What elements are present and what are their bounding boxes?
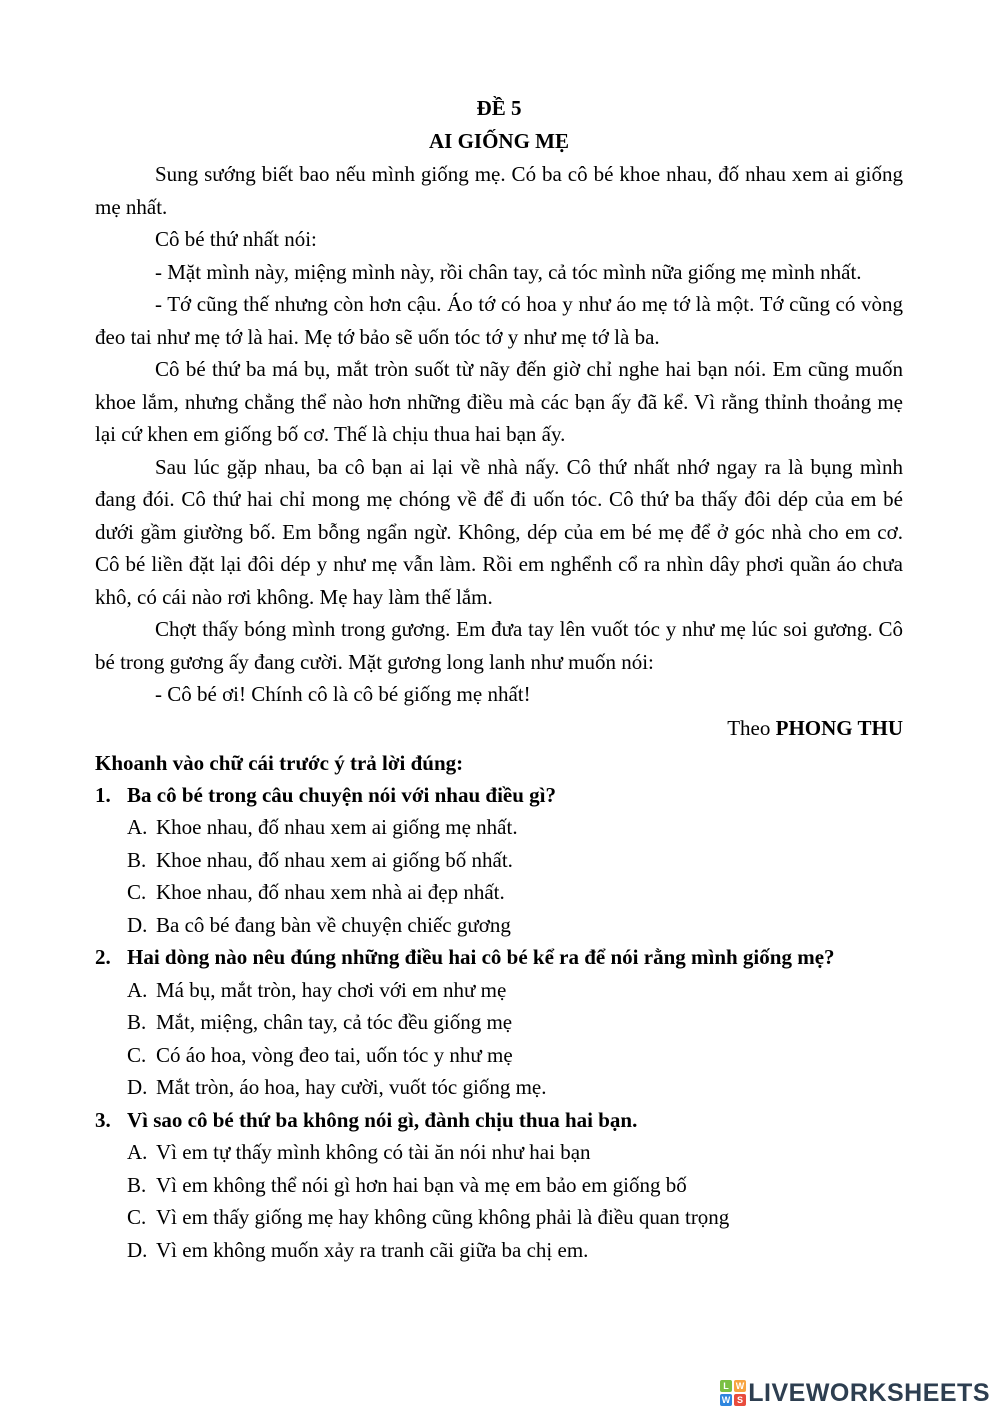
option-letter[interactable]: D. — [127, 1075, 148, 1099]
answer-option[interactable] — [95, 876, 903, 909]
answer-option[interactable] — [95, 1071, 903, 1104]
option-text: Mắt tròn, áo hoa, hay cười, vuốt tóc giống mẹ. — [156, 1075, 547, 1099]
question-text: Vì sao cô bé thứ ba không nói gì, đành chịu thua hai bạn. — [127, 1107, 638, 1132]
option-letter[interactable]: A. — [127, 815, 148, 839]
story-paragraph: - Mặt mình này, miệng mình này, rồi chân tay, cả tóc mình nữa giống mẹ mình nhất. — [155, 259, 862, 284]
liveworksheets-logo-icon — [720, 1380, 746, 1406]
logo-tile: W — [735, 1381, 745, 1391]
answer-option[interactable] — [95, 1234, 903, 1267]
logo-tile: S — [734, 1394, 746, 1406]
option-text: Vì em tự thấy mình không có tài ăn nói như hai bạn — [156, 1140, 591, 1164]
instruction: Khoanh vào chữ cái trước ý trả lời đúng: — [95, 750, 464, 775]
story-paragraph: Chợt thấy bóng mình trong gương. Em đưa tay lên vuốt tóc y như mẹ lúc soi gương. Cô bé trong gương ấy đang cười. Mặt gương long lanh như muốn nói: — [95, 617, 903, 674]
exam-number: ĐỀ 5 — [476, 96, 522, 120]
answer-option[interactable] — [95, 974, 903, 1007]
answer-option[interactable] — [95, 1136, 903, 1169]
question-number: 2. — [95, 945, 111, 969]
option-letter[interactable]: B. — [127, 1010, 147, 1034]
logo-tile: L — [720, 1380, 732, 1392]
story-paragraph: Cô bé thứ ba má bụ, mắt tròn suốt từ nãy đến giờ chỉ nghe hai bạn nói. Em cũng muốn khoe lắm, nhưng chẳng thể nào hơn những điều mà các bạn ấy đã kể. Vì rằng thỉnh thoảng mẹ lại cứ khen em giống bố cơ. Thế là chịu thua hai bạn ấy. — [95, 357, 903, 446]
answer-option[interactable] — [95, 909, 903, 942]
question-text: Ba cô bé trong câu chuyện nói với nhau điều gì? — [127, 782, 556, 807]
option-text: Má bụ, mắt tròn, hay chơi với em như mẹ — [156, 977, 507, 1002]
source-prefix: Theo — [727, 715, 776, 740]
question-text: Hai dòng nào nêu đúng những điều hai cô bé kể ra để nói rằng mình giống mẹ? — [127, 945, 835, 969]
question-number: 3. — [95, 1107, 111, 1132]
option-text: Khoe nhau, đố nhau xem ai giống mẹ nhất. — [156, 815, 518, 839]
logo-tile: W — [721, 1395, 731, 1405]
option-text: Vì em không muốn xảy ra tranh cãi giữa ba chị em. — [156, 1237, 589, 1262]
option-letter[interactable]: D. — [127, 1237, 148, 1262]
answer-option[interactable] — [95, 1201, 903, 1234]
answer-option[interactable] — [95, 811, 903, 844]
option-letter[interactable]: C. — [127, 1205, 147, 1229]
brand-name: LIVEWORKSHEETS — [748, 1378, 990, 1407]
option-text: Vì em không thể nói gì hơn hai bạn và mẹ em bảo em giống bố — [156, 1172, 687, 1197]
option-text: Vì em thấy giống mẹ hay không cũng không phải là điều quan trọng — [156, 1205, 730, 1229]
story-paragraph: Sau lúc gặp nhau, ba cô bạn ai lại về nhà nấy. Cô thứ nhất nhớ ngay ra là bụng mình đang đói. Cô thứ hai chỉ mong mẹ chóng về để đi uốn tóc. Cô thứ ba thấy đôi dép của em bé dưới gầm giường bố. Em bỗng ngẩn ngừ. Không, dép của em bé mẹ để ở góc nhà cho em cơ. Cô bé liền đặt lại đôi dép y như mẹ vẫn làm. Rồi em nghểnh cổ ra nhìn dây phơi quần áo chưa khô, có cái nào rơi không. Mẹ hay làm thế lắm. — [95, 454, 903, 609]
question-3 — [95, 1104, 903, 1137]
story-paragraph: - Tớ cũng thế nhưng còn hơn cậu. Áo tớ có hoa y như áo mẹ tớ là một. Tớ cũng có vòng đeo tai như mẹ tớ là hai. Mẹ tớ bảo sẽ uốn tóc tớ y như mẹ tớ là ba. — [95, 292, 903, 349]
option-text: Ba cô bé đang bàn về chuyện chiếc gương — [156, 912, 511, 937]
story-source — [95, 711, 903, 745]
option-text: Có áo hoa, vòng đeo tai, uốn tóc y như mẹ — [156, 1042, 513, 1067]
story-title: AI GIỐNG MẸ — [428, 129, 569, 153]
answer-option[interactable] — [95, 1006, 903, 1039]
option-letter[interactable]: D. — [127, 912, 148, 937]
option-text: Khoe nhau, đố nhau xem nhà ai đẹp nhất. — [156, 880, 505, 904]
story-paragraph: Cô bé thứ nhất nói: — [155, 227, 317, 251]
question-2 — [95, 941, 903, 974]
answer-option[interactable] — [95, 1039, 903, 1072]
option-letter[interactable]: C. — [127, 1042, 147, 1067]
option-letter[interactable]: A. — [127, 1140, 148, 1164]
option-letter[interactable]: C. — [127, 880, 147, 904]
question-1 — [95, 779, 903, 812]
option-letter[interactable]: A. — [127, 977, 148, 1002]
answer-option[interactable] — [95, 844, 903, 877]
option-letter[interactable]: B. — [127, 1172, 147, 1197]
answer-option[interactable] — [95, 1169, 903, 1202]
option-text: Mắt, miệng, chân tay, cả tóc đều giống mẹ — [156, 1010, 513, 1034]
worksheet-page — [95, 92, 903, 1266]
option-text: Khoe nhau, đố nhau xem ai giống bố nhất. — [156, 847, 513, 872]
story-paragraph: Sung sướng biết bao nếu mình giống mẹ. Có ba cô bé khoe nhau, đố nhau xem ai giống mẹ nhất. — [95, 162, 903, 219]
question-number: 1. — [95, 782, 111, 807]
option-letter[interactable]: B. — [127, 847, 147, 872]
liveworksheets-logo[interactable] — [720, 1379, 990, 1407]
story-paragraph: - Cô bé ơi! Chính cô là cô bé giống mẹ nhất! — [155, 682, 531, 706]
source-author: PHONG THU — [775, 715, 903, 740]
